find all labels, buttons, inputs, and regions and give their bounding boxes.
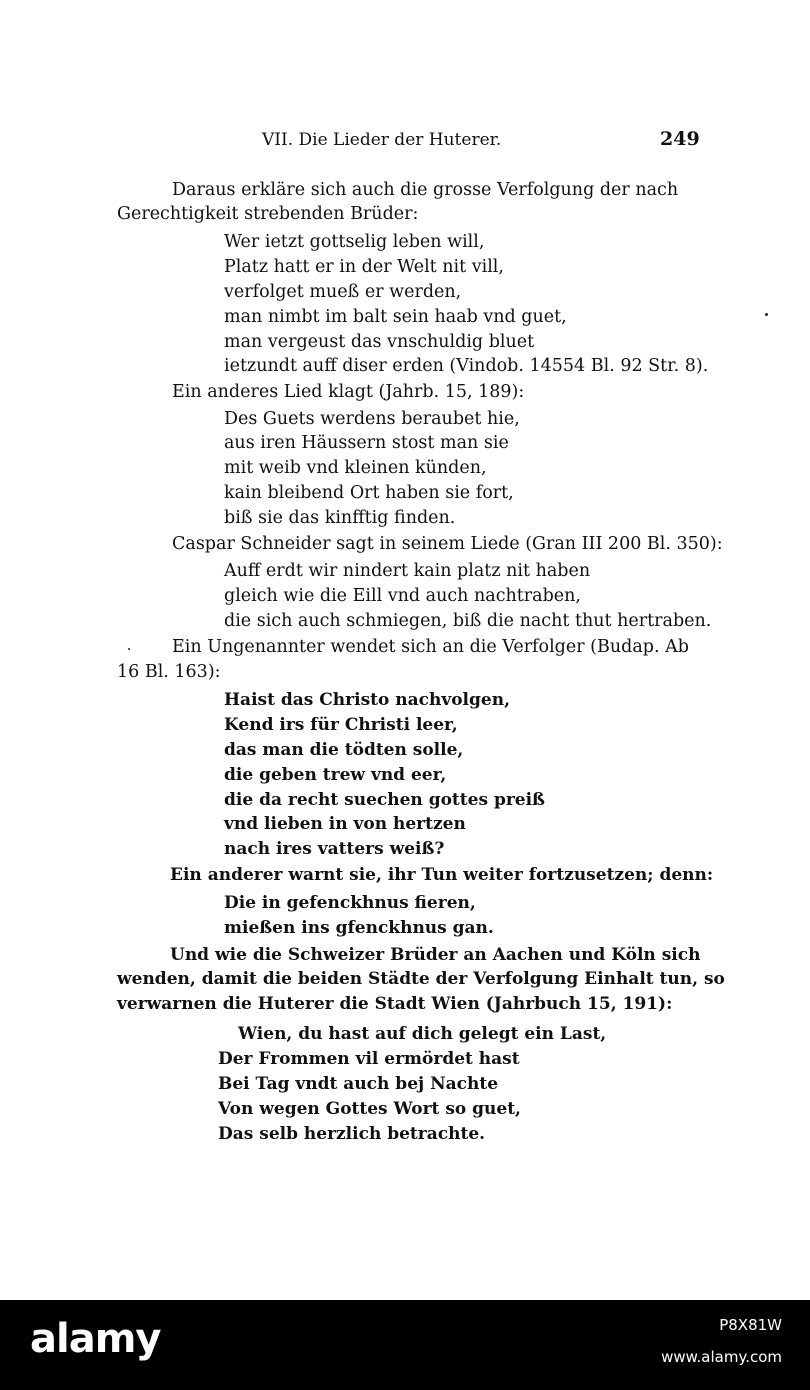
text-line: wenden, damit die beiden Städte der Verfolgung Einhalt tun, so [117,969,725,989]
verse-line: Platz hatt er in der Welt nit vill, [224,257,504,277]
verse-line: Die in gefenckhnus fieren, [224,893,476,913]
verse-line: gleich wie die Eill vnd auch nachtraben, [224,586,581,606]
verse-line: mießen ins gfenckhnus gan. [224,918,494,938]
verse-line: das man die tödten solle, [224,740,464,760]
chapter-heading: VII. Die Lieder der Huterer. [262,130,502,150]
text-line: verwarnen die Huterer die Stadt Wien (Jahrbuch 15, 191): [117,994,673,1014]
verse-line: ietzundt auff diser erden (Vindob. 14554 Bl. 92 Str. 8). [224,356,709,376]
text-line: Ein anderer warnt sie, ihr Tun weiter fortzusetzen; denn: [170,865,714,885]
text-line: Ein Ungenannter wendet sich an die Verfolger (Budap. Ab [172,637,689,657]
verse-line: vnd lieben in von hertzen [224,814,466,834]
verse-line: nach ires vatters weiß? [224,839,445,859]
verse-line: biß sie das kinfftig finden. [224,508,456,528]
alamy-logo: alamy [30,1316,161,1362]
verse-line: Der Frommen vil ermördet hast [218,1049,520,1069]
scan-speck [765,313,768,316]
verse-line: Des Guets werdens beraubet hie, [224,409,520,429]
verse-line: mit weib vnd kleinen künden, [224,458,487,478]
verse-line: man nimbt im balt sein haab vnd guet, [224,307,567,327]
site-url: www.alamy.com [661,1348,782,1366]
verse-line: die da recht suechen gottes preiß [224,790,545,810]
verse-line: Kend irs für Christi leer, [224,715,458,735]
verse-line: Wien, du hast auf dich gelegt ein Last, [238,1024,607,1044]
page-number: 249 [660,128,700,150]
verse-line: Wer ietzt gottselig leben will, [224,232,485,252]
text-line: Ein anderes Lied klagt (Jahrb. 15, 189): [172,382,525,402]
verse-line: die sich auch schmiegen, biß die nacht thut hertraben. [224,611,712,631]
verse-line: Bei Tag vndt auch bej Nachte [218,1074,499,1094]
verse-line: Das selb herzlich betrachte. [218,1124,486,1144]
image-id: P8X81W [719,1316,782,1334]
scan-speck [128,648,130,650]
text-line: Und wie die Schweizer Brüder an Aachen und Köln sich [170,945,701,965]
verse-line: aus iren Häussern stost man sie [224,433,509,453]
verse-line: Auff erdt wir nindert kain platz nit haben [224,561,591,581]
text-line: Daraus erkläre sich auch die grosse Verfolgung der nach [172,180,679,200]
verse-line: die geben trew vnd eer, [224,765,447,785]
verse-line: Haist das Christo nachvolgen, [224,690,510,710]
verse-line: Von wegen Gottes Wort so guet, [218,1099,521,1119]
verse-line: verfolget mueß er werden, [224,282,462,302]
verse-line: man vergeust das vnschuldig bluet [224,332,535,352]
text-line: Gerechtigkeit strebenden Brüder: [117,204,419,224]
text-line: Caspar Schneider sagt in seinem Liede (Gran III 200 Bl. 350): [172,534,723,554]
text-line: 16 Bl. 163): [117,662,221,682]
verse-line: kain bleibend Ort haben sie fort, [224,483,514,503]
